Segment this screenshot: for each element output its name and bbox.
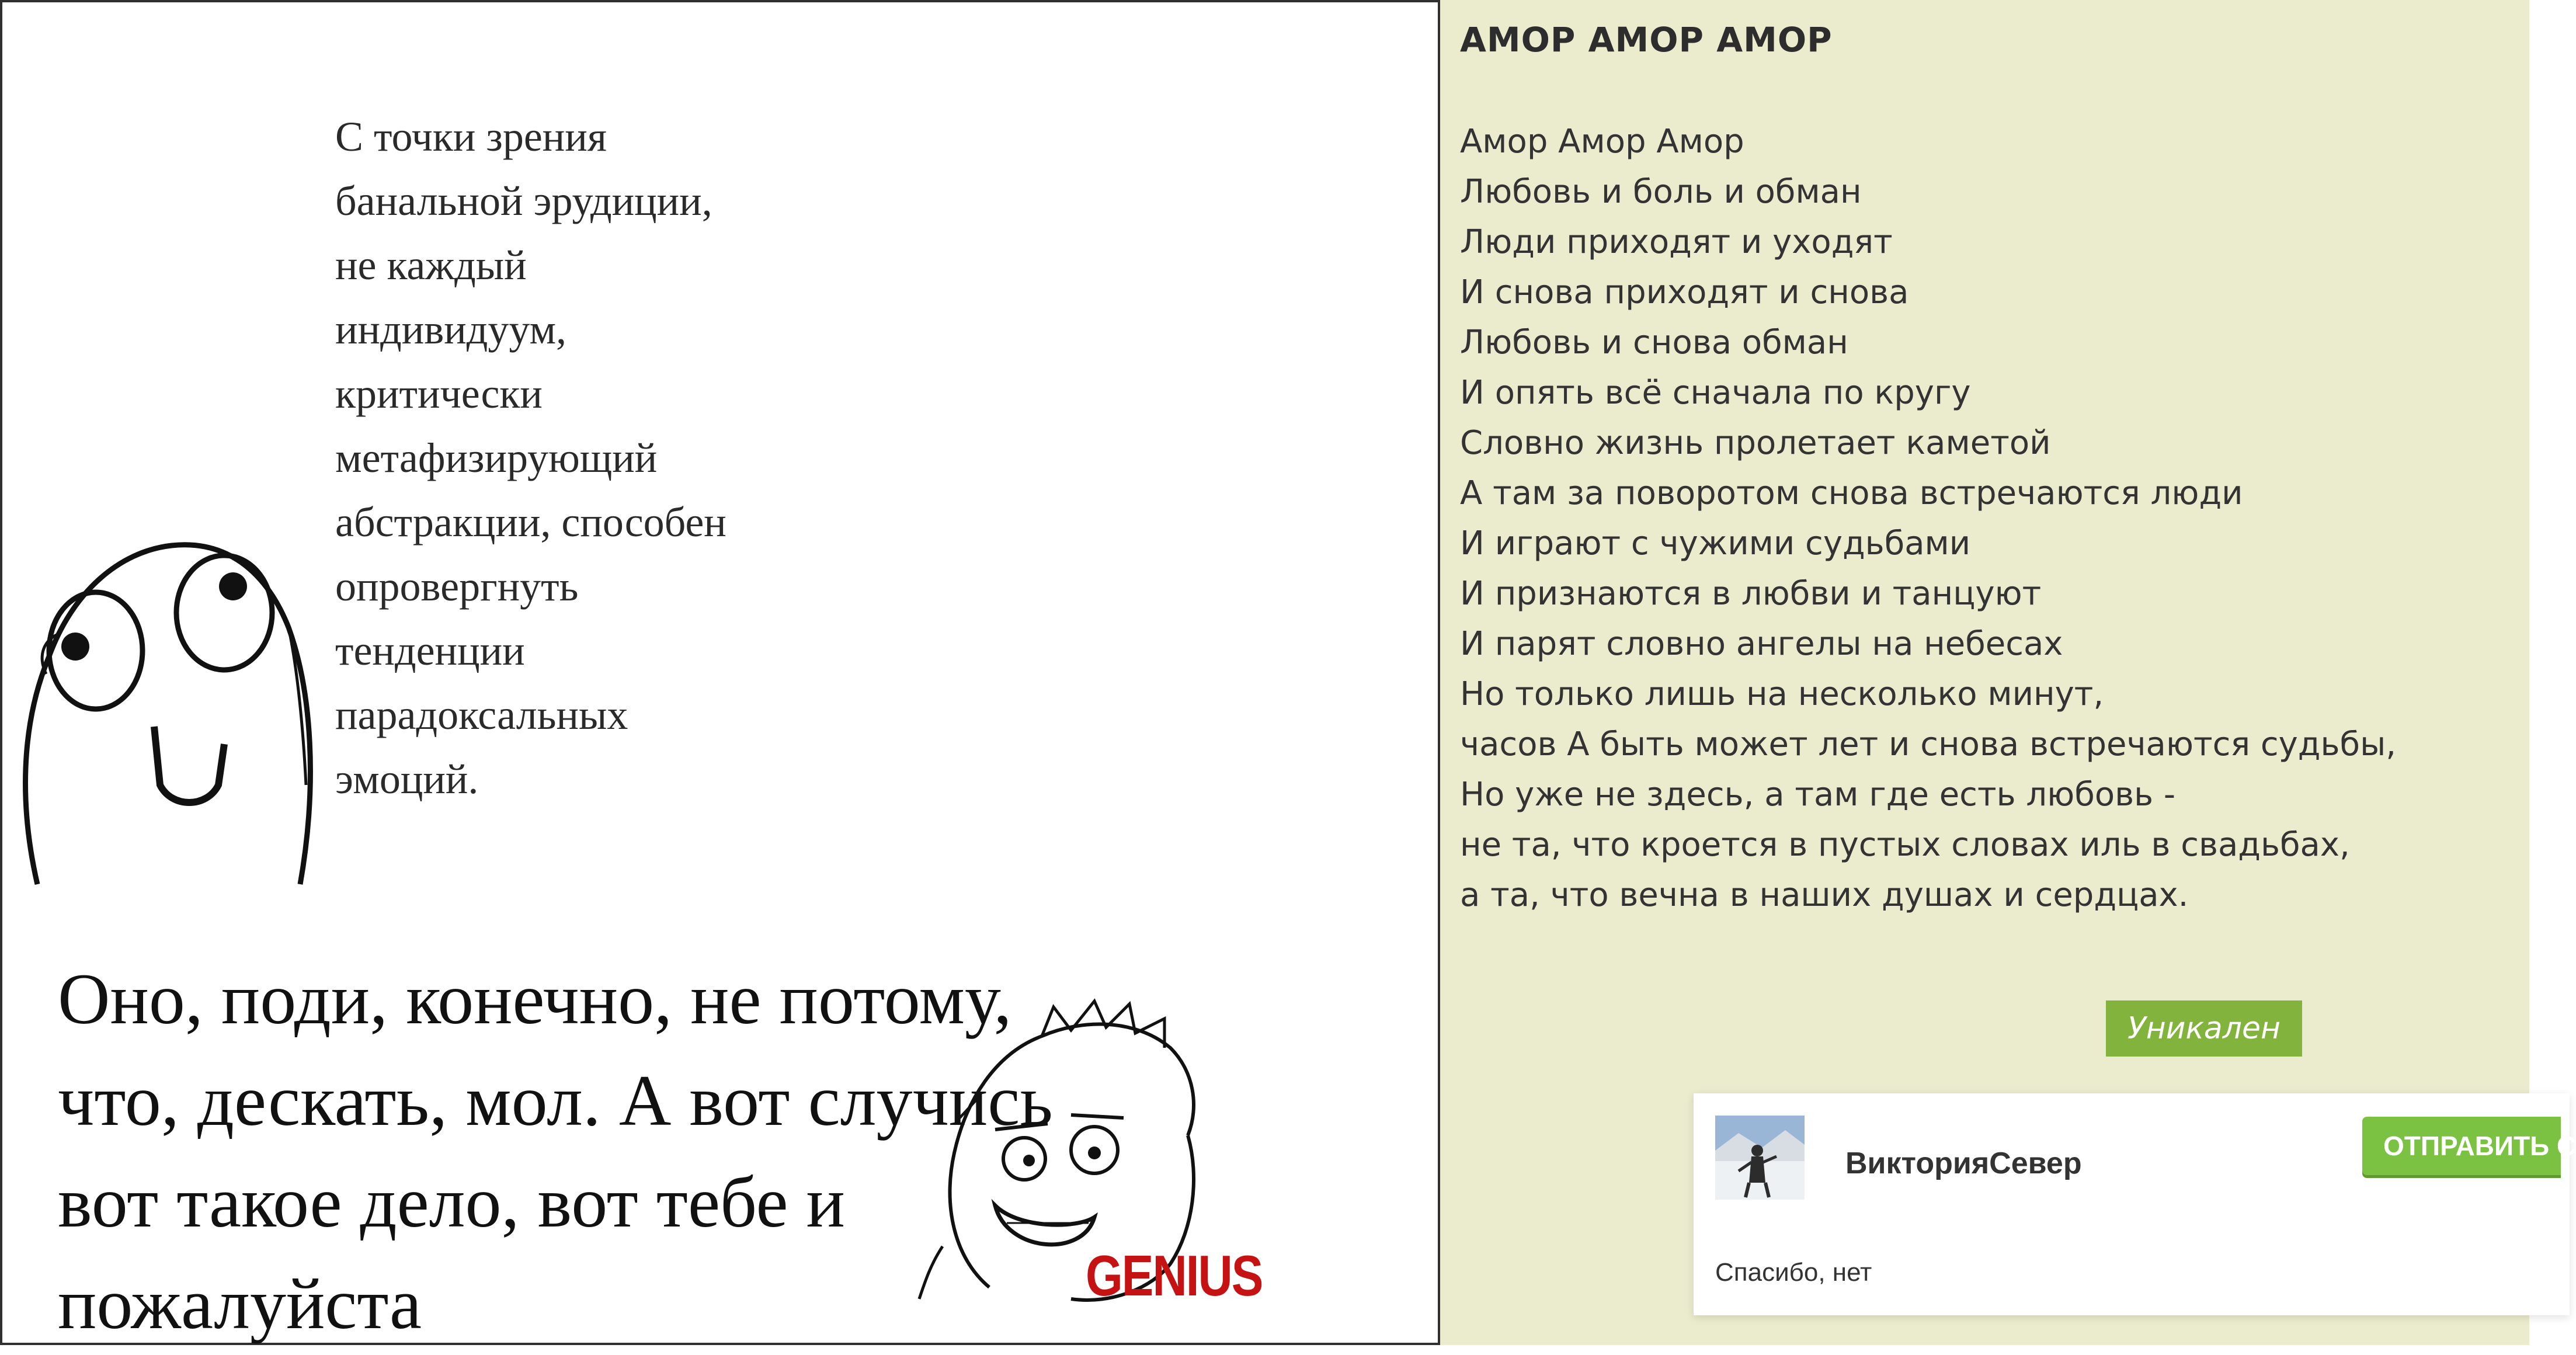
meme-upper-line: абстракции, способен [335, 499, 726, 546]
poem-line: не та, что кроется в пустых словах иль в свадьбах, [1460, 826, 2350, 864]
meme-lower-line: что, дескать, мол. А вот случись [58, 1061, 1053, 1141]
poem-line: Любовь и боль и обман [1460, 173, 1862, 211]
genius-label: GENIUS [1086, 1244, 1263, 1308]
meme-upper-line: метафизирующий [335, 435, 658, 481]
poem-line: И снова приходят и снова [1460, 273, 1909, 311]
notification-username: ВикторияСевер [1845, 1146, 2082, 1180]
meme-upper-line: опровергнуть [335, 563, 579, 610]
decline-link[interactable]: Спасибо, нет [1715, 1258, 1872, 1287]
meme-upper-text [335, 105, 919, 811]
poem-line: а та, что вечна в наших душах и сердцах. [1460, 876, 2189, 914]
meme-upper-line: С точки зрения [335, 113, 607, 160]
poem-line: часов А быть может лет и снова встречаются судьбы, [1460, 725, 2397, 763]
poem-line: Словно жизнь пролетает каметой [1460, 424, 2051, 462]
meme-lower-text [58, 948, 1062, 1355]
poem-line: Но уже не здесь, а там где есть любовь - [1460, 776, 2176, 814]
meme-upper-line: тенденции [335, 627, 525, 674]
meme-upper-line: банальной эрудиции, [335, 178, 712, 224]
poem-line: Любовь и снова обман [1460, 324, 1848, 362]
poem-line: А там за поворотом снова встречаются люди [1460, 474, 2243, 512]
send-button[interactable]: ОТПРАВИТЬ С [2362, 1117, 2561, 1175]
poem-line: Люди приходят и уходят [1460, 223, 1893, 261]
poem-line: Но только лишь на несколько минут, [1460, 675, 2104, 713]
derp-face-illustration [14, 481, 318, 884]
user-avatar [1715, 1116, 1805, 1200]
meme-upper-line: парадоксальных [335, 692, 628, 738]
meme-lower-line: пожалуйста [58, 1264, 422, 1344]
meme-lower-line: Оно, поди, конечно, не потому, [58, 959, 1012, 1039]
unique-badge-button[interactable]: Уникален [2106, 1000, 2302, 1057]
notification-card [1694, 1093, 2576, 1315]
poem-title: АМОР АМОР АМОР [1460, 20, 1833, 60]
poem-line: И парят словно ангелы на небесах [1460, 625, 2063, 663]
poem-line: И опять всё сначала по кругу [1460, 374, 1971, 412]
meme-upper-line: эмоций. [335, 756, 479, 802]
meme-upper-line: не каждый [335, 242, 527, 289]
poem-line: И признаются в любви и танцуют [1460, 575, 2042, 613]
poem-line: И играют с чужими судьбами [1460, 524, 1971, 562]
meme-lower-line: вот такое дело, вот тебе и [58, 1162, 845, 1242]
meme-upper-line: индивидуум, [335, 306, 566, 353]
poem-lines [1460, 117, 2396, 920]
poem-line: Амор Амор Амор [1460, 123, 1744, 161]
meme-upper-line: критически [335, 370, 543, 417]
